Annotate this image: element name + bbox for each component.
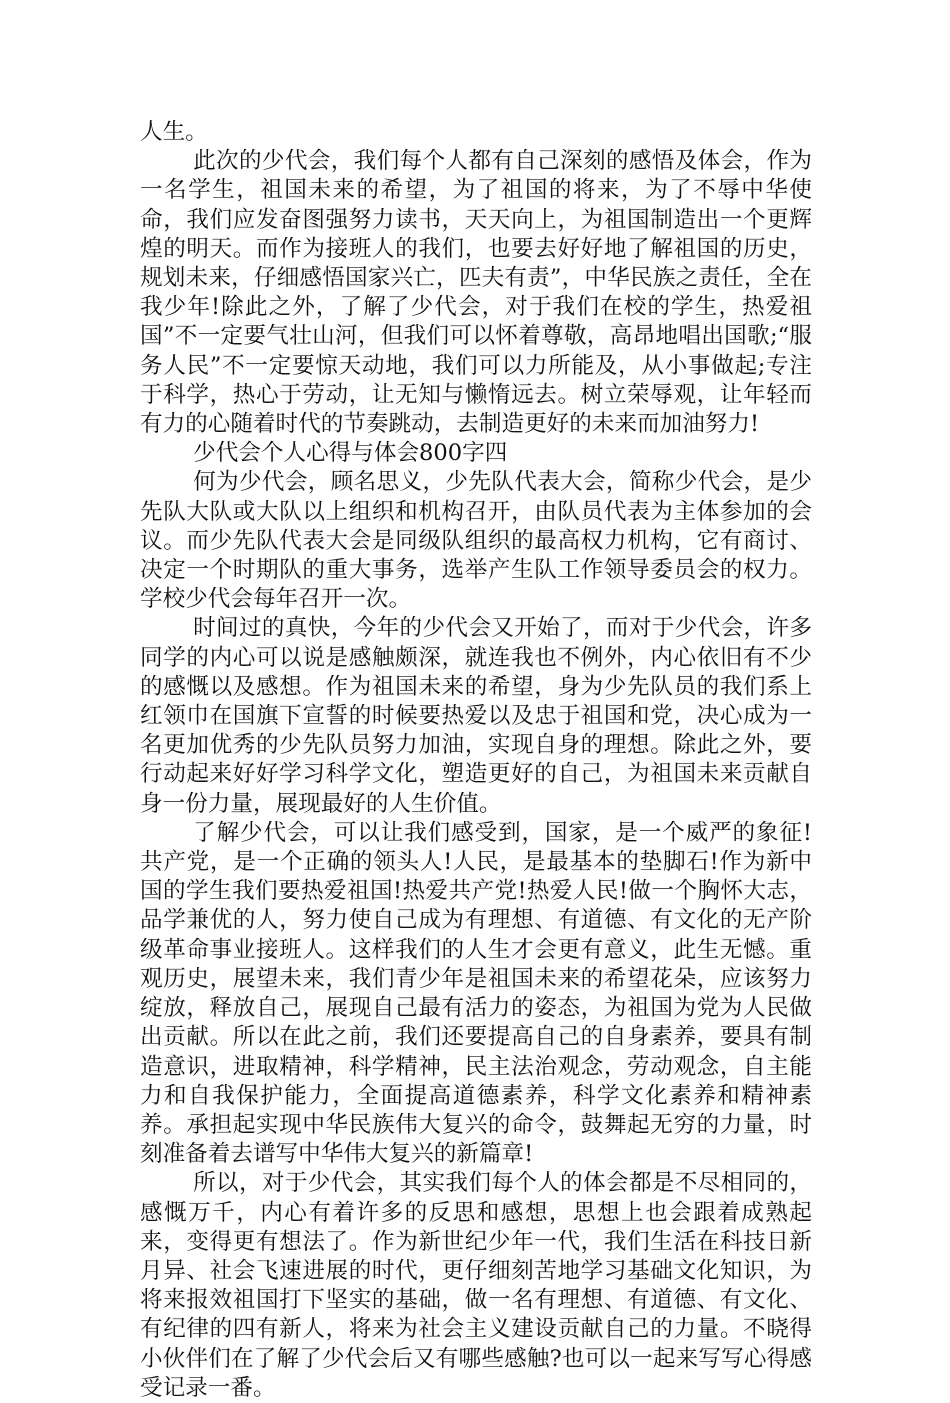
paragraph: 何为少代会，顾名思义，少先队代表大会，简称少代会，是少先队大队或大队以上组织和机构召开，由队员代表为主体参加的会议。而少先队代表大会是同级队组织的最高权力机构，它有商讨、决定一个时期队的重大事务，选举产生队工作领导委员会的权力。学校少代会每年召开一次。: [140, 469, 812, 613]
paragraph: 所以，对于少代会，其实我们每个人的体会都是不尽相同的，感慨万千，内心有着许多的反思和感想，思想上也会跟着成熟起来，变得更有想法了。作为新世纪少年一代，我们生活在科技日新月异、社会飞速进展的时代，更仔细刻苦地学习基础文化知识，为将来报效祖国打下坚实的基础，做一名有理想、有道德、有文化、有纪律的四有新人，将来为社会主义建设贡献自己的力量。不晓得小伙伴们在了解了少代会后又有哪些感触?也可以一起来写写心得感受记录一番。: [140, 1170, 812, 1401]
paragraph: 此次的少代会，我们每个人都有自己深刻的感悟及体会，作为一名学生，祖国未来的希望，为了祖国的将来，为了不辱中华使命，我们应发奋图强努力读书，天天向上，为祖国制造出一个更辉煌的明天。而作为接班人的我们，也要去好好地了解祖国的历史，规划未来，仔细感悟国家兴亡，匹夫有责”，中华民族之责任，全在我少年!除此之外，了解了少代会，对于我们在校的学生，热爱祖国”不一定要气壮山河，但我们可以怀着尊敬，高昂地唱出国歌;“服务人民”不一定要惊天动地，我们可以力所能及，从小事做起;专注于科学，热心于劳动，让无知与懒惰远去。树立荣辱观，让年轻而有力的心随着时代的节奏跳动，去制造更好的未来而加油努力!: [140, 148, 812, 438]
paragraph: 时间过的真快，今年的少代会又开始了，而对于少代会，许多同学的内心可以说是感触颇深，就连我也不例外，内心依旧有不少的感慨以及感想。作为祖国未来的希望，身为少先队员的我们系上红领巾在国旗下宣誓的时候要热爱以及忠于祖国和党，决心成为一名更加优秀的少先队员努力加油，实现自身的理想。除此之外，要行动起来好好学习科学文化，塑造更好的自己，为祖国未来贡献自身一份力量，展现最好的人生价值。: [140, 615, 812, 817]
paragraph: 了解少代会，可以让我们感受到，国家，是一个威严的象征!共产党，是一个正确的领头人!人民，是最基本的垫脚石!作为新中国的学生我们要热爱祖国!热爱共产党!热爱人民!做一个胸怀大志，品学兼优的人，努力使自己成为有理想、有道德、有文化的无产阶级革命事业接班人。这样我们的人生才会更有意义，此生无憾。重观历史，展望未来，我们青少年是祖国未来的希望花朵，应该努力绽放，释放自己，展现自己最有活力的姿态，为祖国为党为人民做出贡献。所以在此之前，我们还要提高自己的自身素养，要具有制造意识，进取精神，科学精神，民主法治观念，劳动观念，自主能力和自我保护能力，全面提高道德素养，科学文化素养和精神素养。承担起实现中华民族伟大复兴的命令，鼓舞起无穷的力量，时刻准备着去谱写中华伟大复兴的新篇章!: [140, 819, 812, 1168]
document-page: [140, 118, 812, 1403]
section-heading: 少代会个人心得与体会800字四: [193, 440, 508, 467]
paragraph-continuation: 人生。: [140, 119, 208, 145]
